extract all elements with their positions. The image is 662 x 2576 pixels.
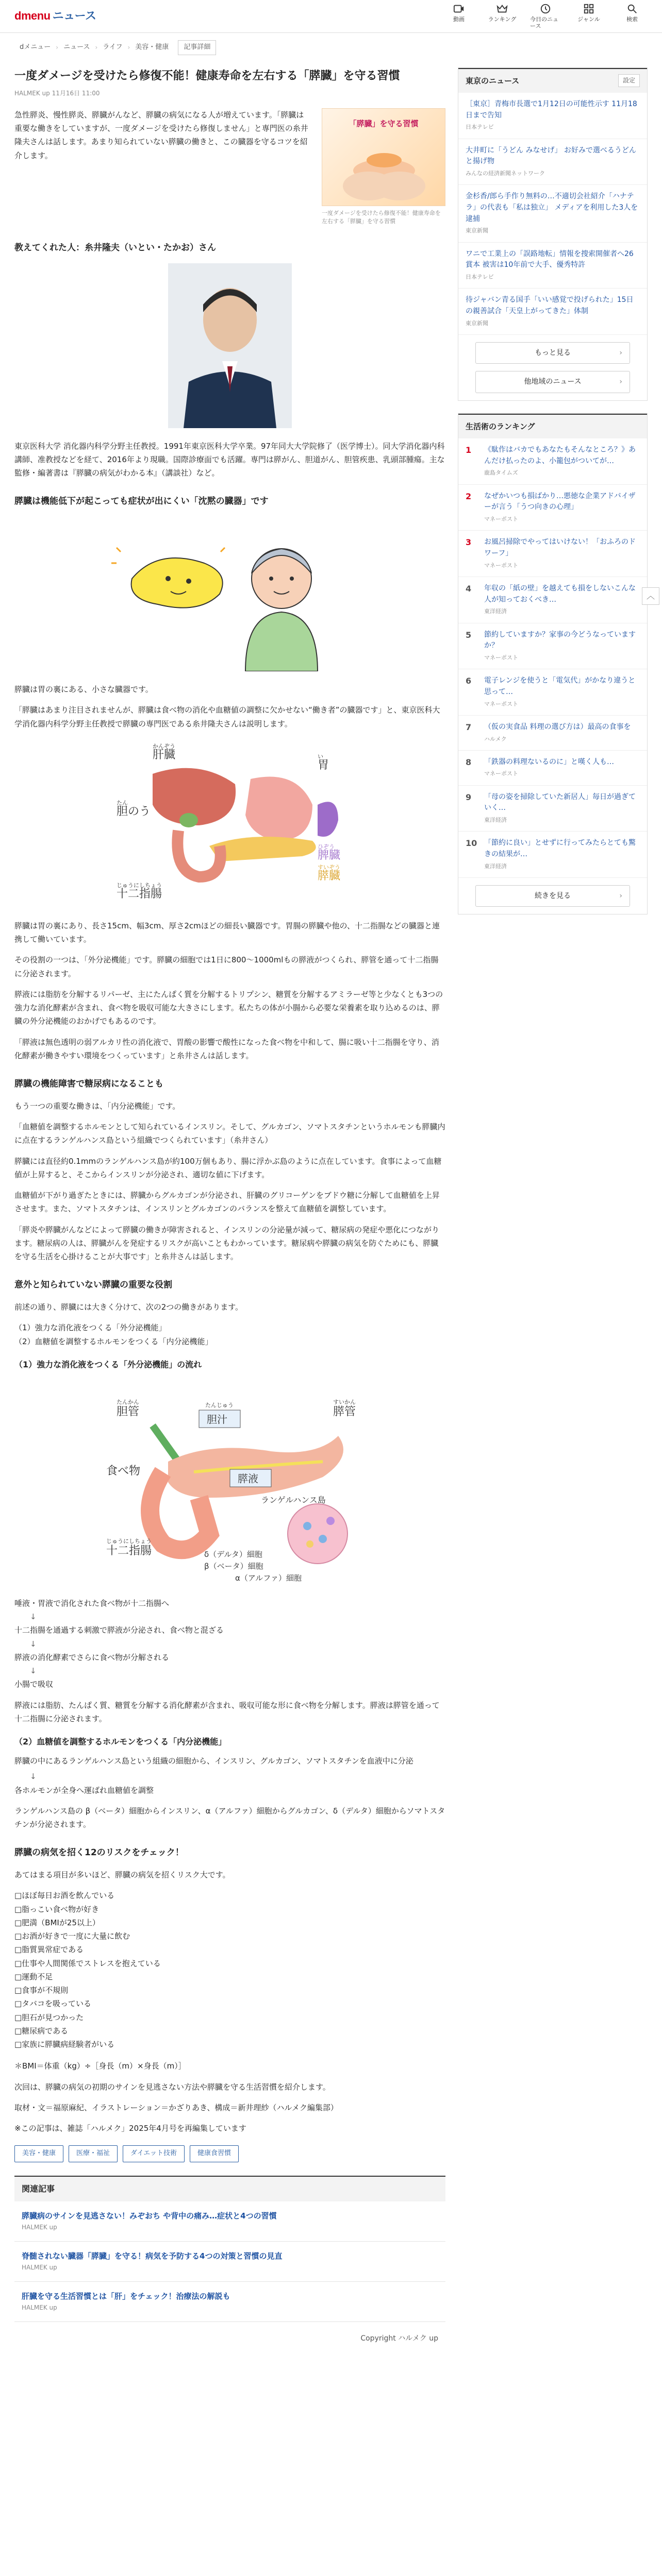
sec1-paragraph-3: 膵臓は胃の裏にあり、長さ15cm、幅3cm、厚さ2cmほどの細長い臓器です。胃腸の膵臓や他の、十二指腸などの臓器と連携して働いています。 xyxy=(14,921,440,944)
news-title: 待ジャバン青る国手「いい感覚で投げられた」15日の親善試合「天皇上がってきた」体制 xyxy=(466,296,634,315)
label-langerhans: ランゲルハンス島 xyxy=(261,1495,326,1505)
other-area-button[interactable]: 他地域のニュース › xyxy=(475,371,630,393)
exocrine-note: 膵液には脂肪、たんぱく質、糖質を分解する消化酵素が含まれ、吸収可能な形に食べ物を分解します。膵液は膵管を通って十二指腸に分泌されます。 xyxy=(14,1700,440,1723)
list-item: （2）血糖値を調整するホルモンをつくる「内分泌機能」 xyxy=(14,1336,213,1346)
related-item[interactable] xyxy=(14,2242,445,2282)
sec3-paragraph-1: 前述の通り、膵臓には大きく分けて、次の2つの働きがあります。 xyxy=(14,1302,243,1312)
news-item[interactable] xyxy=(458,139,647,185)
rank-number: 5 xyxy=(466,630,472,640)
news-title: 金杉香/郎ら手作り無料の…不適切会社紹介「ハナテラ」の代表も「私は独立」 メディアを利用した3人を逮捕 xyxy=(466,192,638,223)
checklist-item: □運動不足 xyxy=(14,1972,53,1981)
checklist-item: □仕事や人間関係でストレスを抱えている xyxy=(14,1958,161,1968)
tag-healthy-eating[interactable]: 健康食習慣 xyxy=(190,2145,239,2162)
pancreas-illustration xyxy=(96,517,364,671)
endocrine-step-1: 膵臓の中にあるランゲルハンス島という組織の細胞から、インスリン、グルカゴン、ソマトスタチンを血液中に分泌 xyxy=(14,1756,413,1766)
search-icon xyxy=(626,3,638,14)
checklist-item: □肥満（BMIが25以上） xyxy=(14,1918,100,1927)
news-item[interactable] xyxy=(458,185,647,242)
profile-text: 東京医科大学 消化器内科学分野主任教授。1991年東京医科大学卒業。97年同大大学院修了（医学博士）。同大学消化器内科講師、准教授などを経て、2016年より現職。国際診療面でも活躍。専門は膵がん、胆道がん、胆管疾患、乳頭部腫瘍。主な監修・編著書は『膵臓の病気がわかる本』（講談社）など。 xyxy=(14,441,445,478)
roles-list xyxy=(14,1321,445,1348)
section-heading-silent-organ: 膵臓は機能低下が起こっても症状が出にくい「沈黙の臓器」です xyxy=(14,496,269,507)
ruby-bile-duct: たんかん xyxy=(117,1398,139,1405)
copyright: Copyright ハルメク up xyxy=(360,2334,438,2343)
breadcrumb xyxy=(0,33,662,62)
related-heading: 関連記事 xyxy=(14,2176,445,2201)
organ-diagram xyxy=(96,738,364,908)
related-articles xyxy=(14,2176,445,2355)
grid-icon xyxy=(583,3,594,14)
rank-source: ハルメク xyxy=(484,735,507,742)
related-title: 肝臓を守る生活習慣とは「肝」をチェック！治療法の解説も xyxy=(22,2292,230,2301)
sec2-paragraph-5: 「膵炎や膵臓がんなどによって膵臓の働きが障害されると、インスリンの分泌量が減って、糖尿病の発症や悪化につながります。糖尿病の人は、膵臓がんを発症するリスクが高いこともわかっています。糖尿病や膵臓の病気を防ぐためにも、膵臓を守る生活を心掛けることが大事です」と糸井さんは話します。 xyxy=(14,1225,439,1262)
checklist-item: □脂質異常症である xyxy=(14,1945,84,1955)
nav-ranking[interactable]: ランキング xyxy=(487,3,518,29)
ruby-liver: かんぞう xyxy=(153,742,175,750)
news-source: 東京新聞 xyxy=(466,227,488,234)
sidebar xyxy=(458,67,648,2355)
rank-number: 10 xyxy=(466,838,477,849)
ranking-box xyxy=(458,413,648,915)
tag-beauty-health[interactable]: 美容・健康 xyxy=(14,2145,63,2162)
site-header xyxy=(0,0,662,33)
flow-step: 小腸で吸収 xyxy=(14,1680,54,1689)
sec1-paragraph-4: その役割の一つは、「外分泌機能」です。膵臓の細胞では1日に800〜1000mlもの膵液がつくられ、膵管を通って十二指腸に分泌されます。 xyxy=(14,955,439,978)
label-pancreas: 膵臓 xyxy=(318,869,341,883)
rank-source: 東洋経済 xyxy=(484,817,507,824)
ranking-item[interactable] xyxy=(458,786,647,832)
sec2-paragraph-1: もう一つの重要な働きは、「内分泌機能」です。 xyxy=(14,1101,180,1111)
ranking-item[interactable] xyxy=(458,485,647,531)
video-icon xyxy=(453,3,465,14)
tag-list xyxy=(14,2145,445,2162)
news-source: 日本テレビ xyxy=(466,273,494,280)
sec1-paragraph-6: 「膵液は無色透明の弱アルカリ性の消化液で、胃酸の影響で酸性になった食べ物を中和して、腸に吸い十二指腸を守り、消化酵素が働きやすい環境をつくっています」と糸井さんは話します。 xyxy=(14,1037,439,1060)
rank-source: 東洋経済 xyxy=(484,862,507,870)
breadcrumb-life[interactable]: ライフ xyxy=(103,43,123,51)
arrow-down-icon: ↓ xyxy=(30,1772,37,1782)
news-item[interactable] xyxy=(458,93,647,139)
flow-step: 唾液・胃液で消化された食べ物が十二指腸へ xyxy=(14,1598,170,1608)
rank-title: 「節約に良い」とせずに行ってみたらとても驚きの結果が… xyxy=(484,839,636,858)
ranking-heading: 生活術のランキング xyxy=(466,421,535,431)
news-title: ワニで工業上の「誤路地転」情報を捜索開催者へ26賞本 被害は10年前で大手、優秀特許 xyxy=(466,249,634,269)
ruby-stomach: い xyxy=(318,753,323,760)
rank-title: お風呂掃除でやってはいけない！「おふろのドワーフ」 xyxy=(484,538,636,557)
news-title: 大井町に「うどん みなせげ」 お好みで選べるうどんと揚げ物 xyxy=(466,146,636,166)
sec2-paragraph-2: 「血糖値を調整するホルモンとして知られているインスリン。そして、グルカゴン、ソマトスタチンというホルモンも膵臓内に点在するランゲルハンス島という組織でつくられています」（糸井さん） xyxy=(14,1122,445,1145)
tag-diet[interactable]: ダイエット技術 xyxy=(123,2145,185,2162)
list-item: （1）強力な消化液をつくる「外分泌機能」 xyxy=(14,1323,167,1333)
rank-title: （仮の実食品 料理の選び方は）最高の食事を xyxy=(484,722,631,731)
header-nav xyxy=(443,3,648,29)
checklist-item: □食事が不規則 xyxy=(14,1986,69,1995)
sec1-paragraph-2: 「膵臓はあまり注目されませんが、膵臓は食べ物の消化や血糖値の調整に欠かせない“働き者”の臓器です」と、東京医科大学消化器内科学分野主任教授で膵臓の専門医である糸井隆夫さんは説明します。 xyxy=(14,705,440,728)
ranking-item[interactable] xyxy=(458,438,647,485)
label-pancreatic-juice: 膵液 xyxy=(238,1472,258,1485)
crown-icon xyxy=(496,3,508,14)
hands-icon xyxy=(322,109,446,207)
section-heading-risk-check: 膵臓の病気を招く12のリスクをチェック！ xyxy=(14,1848,184,1858)
rank-number: 7 xyxy=(466,722,472,732)
section-heading-diabetes: 膵臓の機能障害で糖尿病になることも xyxy=(14,1079,163,1090)
rank-number: 2 xyxy=(466,491,472,501)
chevron-right-icon: › xyxy=(95,43,98,51)
sec2-paragraph-4: 血糖値が下がり過ぎたときには、膵臓からグルカゴンが分泌され、肝臓のグリコーゲンをブドウ糖に分解して血糖値を上昇させます。また、ソマトスタチンは、インスリンとグルカゴンのバランスを整えて血糖値を調整しています。 xyxy=(14,1191,440,1214)
label-stomach: 胃 xyxy=(318,758,329,772)
bmi-note: ＊BMI＝体重（kg）÷［身長（m）×身長（m）］ xyxy=(14,2061,186,2071)
ruby-duodenum-2: じゅうにしちょう xyxy=(106,1537,152,1545)
chevron-right-icon: › xyxy=(56,43,59,51)
thumbnail-text: 「膵臓」を守る習慣 xyxy=(349,118,419,128)
thumbnail-image xyxy=(322,108,445,206)
label-beta-cell: β（ベータ）細胞 xyxy=(204,1561,263,1571)
profile-heading: 教えてくれた人：糸井隆夫（いとい・たかお）さん xyxy=(14,242,216,253)
breadcrumb-news[interactable]: ニュース xyxy=(63,43,90,51)
ruby-gallbladder: たん xyxy=(117,799,128,806)
rank-title: 年収の「紙の壁」を越えても損をしないこんな人が知っておくべき… xyxy=(484,584,636,604)
checklist-item: □家族に膵臓病経験者がいる xyxy=(14,2040,115,2049)
nav-video[interactable]: 動画 xyxy=(443,3,474,29)
profile-photo xyxy=(168,263,292,428)
nav-search[interactable]: 検索 xyxy=(617,3,648,29)
label-spleen: 脾臓 xyxy=(318,849,341,862)
ranking-item[interactable] xyxy=(458,531,647,577)
news-title: ［東京］青梅市長選で1月12日の可能性示す 11月18日まで告知 xyxy=(466,100,637,120)
arrow-down-icon: ↓ xyxy=(30,1612,37,1622)
label-pancreatic-duct: 膵管 xyxy=(333,1405,356,1418)
sec1-paragraph-5: 膵液には脂肪を分解するリパーゼ、主にたんぱく質を分解するトリプシン、糖質を分解するアミラーゼ等と少なくとも3つの強力な消化酵素が含まれ、食べ物を吸収可能な大きさにします。私たちの体が小腸から必要な栄養素を取り込めるのは、膵臓の外分泌機能のおかげでもあるのです。 xyxy=(14,989,443,1026)
rank-number: 3 xyxy=(466,537,472,548)
arrow-down-icon: ↓ xyxy=(30,1639,37,1649)
sec1-paragraph-1: 膵臓は胃の裏にある、小さな臓器です。 xyxy=(14,685,153,694)
ruby-pancreatic-duct: すいかん xyxy=(333,1398,356,1405)
checklist-item: □脂っこい食べ物が好き xyxy=(14,1904,100,1914)
label-delta-cell: δ（デルタ）細胞 xyxy=(204,1549,262,1559)
closing-paragraph-1: 次回は、膵臓の病気の初期のサインを見逃さない方法や膵臓を守る生活習慣を紹介します。 xyxy=(14,2082,330,2092)
risk-checklist xyxy=(14,1889,445,2051)
rank-source: マネーポスト xyxy=(484,770,518,777)
label-food: 食べ物 xyxy=(106,1464,141,1478)
ruby-spleen: ひぞう xyxy=(318,843,335,850)
label-gallbladder: 胆のう xyxy=(117,805,151,818)
checklist-item: □お酒が好きで一度に大量に飲む xyxy=(14,1931,130,1941)
checklist-item: □胆石が見つかった xyxy=(14,2012,84,2022)
rank-number: 4 xyxy=(466,583,472,594)
area-setting-button[interactable]: 設定 xyxy=(618,74,640,87)
more-news-button[interactable]: もっと見る › xyxy=(475,342,630,364)
related-title: 脊髄されない臓器「膵臓」を守る！病気を予防する4つの対策と習慣の見直 xyxy=(22,2251,283,2261)
label-duodenum-2: 十二指腸 xyxy=(106,1544,152,1557)
rank-title: 節約していますか？家事の今どうなっていますか？ xyxy=(484,630,636,650)
related-title: 膵臓病のサインを見逃さない！みぞおち や背中の痛み…症状と4つの習慣 xyxy=(22,2211,277,2221)
rank-title: 《駄作はバカでもあなたもそんなところ？》あんだけ払ったのよ、小籠包がついてが… xyxy=(484,446,636,465)
news-item[interactable] xyxy=(458,243,647,289)
rank-source: マネーポスト xyxy=(484,516,518,523)
pancreas-function-diagram xyxy=(75,1379,385,1585)
checklist-item: □タバコを吸っている xyxy=(14,1999,92,2009)
risk-intro: あてはまる項目が多いほど、膵臓の病気を招くリスク大です。 xyxy=(14,1870,230,1880)
ranking-item[interactable] xyxy=(458,751,647,786)
article-meta: HALMEK up 11月16日 11:00 xyxy=(14,89,100,97)
related-source: HALMEK up xyxy=(22,2224,57,2231)
label-bile-duct: 胆管 xyxy=(117,1405,140,1418)
label-duodenum: 十二指腸 xyxy=(117,887,162,901)
ruby-pancreas: すいぞう xyxy=(318,863,340,871)
site-logo[interactable]: dmenu ニュース xyxy=(14,9,96,23)
flow-step: 膵液の消化酵素でさらに食べ物が分解される xyxy=(14,1652,170,1662)
tag-medical-welfare[interactable]: 医療・福祉 xyxy=(69,2145,118,2162)
subheading-endocrine: （2）血糖値を調整するホルモンをつくる「内分泌機能」 xyxy=(14,1737,227,1747)
endocrine-step-2: 各ホルモンが全身へ運ばれ血糖値を調整 xyxy=(14,1785,154,1795)
ranking-item[interactable] xyxy=(458,716,647,751)
source-note: ※この記事は、雑誌「ハルメク」2025年4月号を再編集しています xyxy=(14,2124,246,2133)
rank-source: 鹿島タイムズ xyxy=(484,469,518,477)
section-heading-roles: 意外と知られていない膵臓の重要な役割 xyxy=(14,1280,172,1291)
related-source: HALMEK up xyxy=(22,2264,57,2272)
chevron-right-icon: › xyxy=(127,43,130,51)
article-main xyxy=(14,67,445,2355)
rank-source: マネーポスト xyxy=(484,654,518,661)
endocrine-note: ランゲルハンス島の β（ベータ）細胞からインスリン、α（アルファ）細胞からグルカゴン、δ（デルタ）細胞からソマトスタチンが分泌されます。 xyxy=(14,1806,445,1829)
ranking-item[interactable] xyxy=(458,577,647,623)
rank-number: 1 xyxy=(466,445,472,455)
checklist-item: □ほぼ毎日お酒を飲んでいる xyxy=(14,1891,115,1901)
credits: 取材・文＝福原麻紀、イラストレーション＝かざりあき、構成＝新井理紗（ハルメク編集部） xyxy=(14,2103,338,2112)
breadcrumb-beauty-health[interactable]: 美容・健康 xyxy=(135,43,169,51)
breadcrumb-dmenu[interactable]: dメニュー xyxy=(20,43,51,51)
tokyo-news-box xyxy=(458,67,648,401)
rank-number: 9 xyxy=(466,792,472,802)
thumbnail-caption: 一度ダメージを受けたら修復不能！健康寿命を左右する「膵臓」を守る習慣 xyxy=(322,209,441,225)
more-ranking-button[interactable]: 続きを見る › xyxy=(475,885,630,907)
article-title: 一度ダメージを受けたら修復不能！健康寿命を左右する「膵臓」を守る習慣 xyxy=(14,69,400,82)
news-source: みんなの経済新聞ネットワーク xyxy=(466,170,545,177)
rank-source: 東洋経済 xyxy=(484,608,507,615)
rank-number: 8 xyxy=(466,757,472,767)
ranking-item[interactable] xyxy=(458,669,647,716)
ranking-item[interactable] xyxy=(458,832,647,878)
rank-title: 「母の姿を掃除していた新居人」毎日が過ぎていく… xyxy=(484,792,636,812)
article-lead: 急性膵炎、慢性膵炎、膵臓がんなど、膵臓の病気になる人が増えています。「膵臓は重要な働きをしていますが、一度ダメージを受けたら修復しません」と専門医の糸井隆夫さんは話します。あまり知られていない膵臓の働きと、この臓器を守るコツを紹介します。 xyxy=(14,110,308,160)
arrow-down-icon: ↓ xyxy=(30,1666,37,1676)
news-item[interactable] xyxy=(458,289,647,335)
checklist-item: □糖尿病である xyxy=(14,2026,69,2036)
tokyo-news-heading: 東京のニュース xyxy=(466,76,520,86)
subheading-exocrine: （1）強力な消化液をつくる「外分泌機能」の流れ xyxy=(14,1359,202,1369)
label-bile: 胆汁 xyxy=(207,1413,227,1426)
sec2-paragraph-3: 膵臓には直径約0.1mmのランゲルハンス島が約100万個もあり、腸に浮かぶ島のように点在しています。食事によって血糖値が上昇すると、そこからインスリンが分泌され、適切な値に下げます。 xyxy=(14,1156,442,1179)
flow-step: 十二指腸を通過する刺激で膵液が分泌され、食べ物と混ざる xyxy=(14,1625,224,1635)
ranking-item[interactable] xyxy=(458,623,647,670)
label-liver: 肝臓 xyxy=(153,748,176,761)
rank-source: マネーポスト xyxy=(484,562,518,569)
article-thumbnail[interactable] xyxy=(322,108,445,226)
nav-genre[interactable]: ジャンル xyxy=(573,3,604,29)
news-source: 日本テレビ xyxy=(466,124,494,131)
ruby-bile: たんじゅう xyxy=(205,1401,234,1409)
rank-source: マネーポスト xyxy=(484,700,518,707)
label-alpha-cell: α（アルファ）細胞 xyxy=(235,1573,302,1583)
rank-title: なぜかいつも損ばかり…悪徳な企業アドバイザーが言う「うつ向きの心理」 xyxy=(484,492,636,512)
ruby-duodenum: じゅうにしちょう xyxy=(117,882,162,889)
news-source: 東京新聞 xyxy=(466,319,488,327)
related-item[interactable] xyxy=(14,2201,445,2242)
rank-title: 電子レンジを使うと「電気代」がかなり違うと思って… xyxy=(484,676,636,696)
clock-icon xyxy=(540,3,551,14)
exocrine-flow xyxy=(14,1597,445,1691)
rank-number: 6 xyxy=(466,676,472,686)
related-source: HALMEK up xyxy=(22,2304,57,2312)
scroll-to-top-button[interactable]: ︿ xyxy=(642,587,659,605)
nav-today[interactable]: 今日のニュース xyxy=(530,3,561,29)
related-item[interactable] xyxy=(14,2282,445,2322)
breadcrumb-current: 記事詳細 xyxy=(178,40,216,55)
rank-title: 「鉄器の料理ないるのに」と嘆く人も… xyxy=(484,757,614,766)
